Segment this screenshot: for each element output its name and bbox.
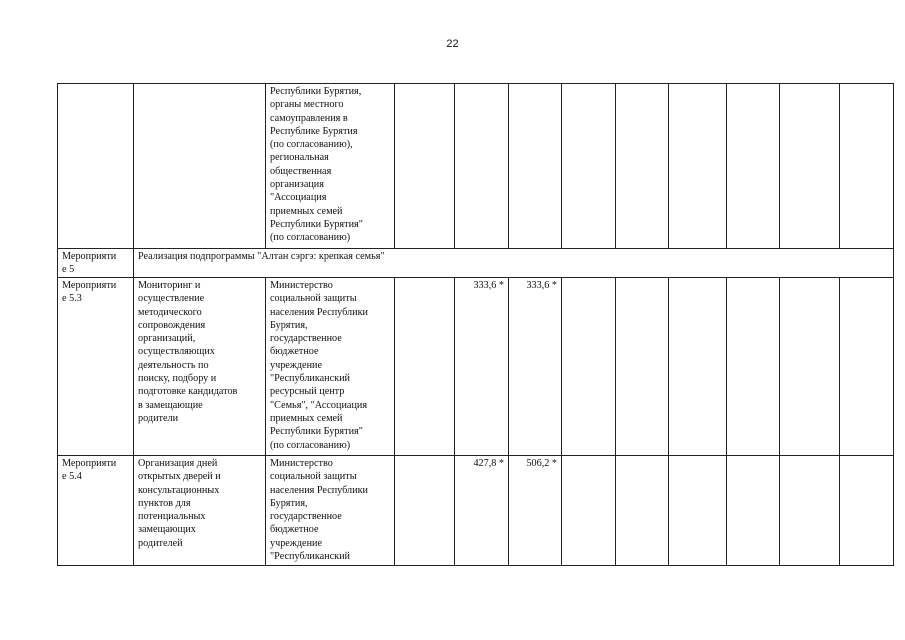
cell-value: 427,8 * [455, 456, 509, 566]
cell-value [840, 278, 894, 456]
table-row [58, 456, 894, 566]
cell-value [616, 84, 669, 249]
cell-value [455, 84, 509, 249]
cell-value [562, 84, 616, 249]
cell-value [840, 84, 894, 249]
cell-activity-number: Мероприяти е 5.4 [58, 456, 134, 566]
cell-value [509, 84, 562, 249]
section-title: Реализация подпрограммы "Алтан сэргэ: крепкая семья" [134, 249, 894, 278]
cell-value [780, 278, 840, 456]
cell-value [395, 84, 455, 249]
table-row [58, 278, 894, 456]
cell-activity-name [134, 84, 266, 249]
cell-executor: Республики Бурятия, органы местного самоуправления в Республике Бурятия (по согласованию), региональная общественная организация "Ассоциация приемных семей Республики Бурятия" (по согласованию) [266, 84, 395, 249]
cell-value: 506,2 * [509, 456, 562, 566]
cell-value [395, 456, 455, 566]
table-row-continuation [58, 84, 894, 249]
cell-value [669, 84, 727, 249]
section-label: Мероприяти е 5 [58, 249, 134, 278]
cell-value: 333,6 * [455, 278, 509, 456]
cell-value [727, 84, 780, 249]
cell-value: 333,6 * [509, 278, 562, 456]
program-table [57, 83, 894, 566]
page-number: 22 [446, 38, 459, 50]
cell-activity-name: Мониторинг и осуществление методического сопровождения организаций, осуществляющих деятельность по поиску, подбору и подготовке кандидатов в замещающие родители [134, 278, 266, 456]
cell-activity-name: Организация дней открытых дверей и консультационных пунктов для потенциальных замещающих родителей [134, 456, 266, 566]
cell-value [780, 456, 840, 566]
cell-executor: Министерство социальной защиты населения Республики Бурятия, государственное бюджетное учреждение "Республиканский ресурсный центр "Семья", "Ассоциация приемных семей Республики Бурятия" (по согласованию) [266, 278, 395, 456]
cell-executor: Министерство социальной защиты населения Республики Бурятия, государственное бюджетное учреждение "Республиканский [266, 456, 395, 566]
cell-activity-number: Мероприяти е 5.3 [58, 278, 134, 456]
cell-value [669, 456, 727, 566]
cell-value [562, 278, 616, 456]
cell-value [727, 456, 780, 566]
cell-value [562, 456, 616, 566]
cell-value [616, 456, 669, 566]
cell-value [395, 278, 455, 456]
cell-value [669, 278, 727, 456]
cell-value [780, 84, 840, 249]
cell-value [727, 278, 780, 456]
cell-value [840, 456, 894, 566]
table-row-section [58, 249, 894, 278]
cell-value [616, 278, 669, 456]
cell-activity-number [58, 84, 134, 249]
